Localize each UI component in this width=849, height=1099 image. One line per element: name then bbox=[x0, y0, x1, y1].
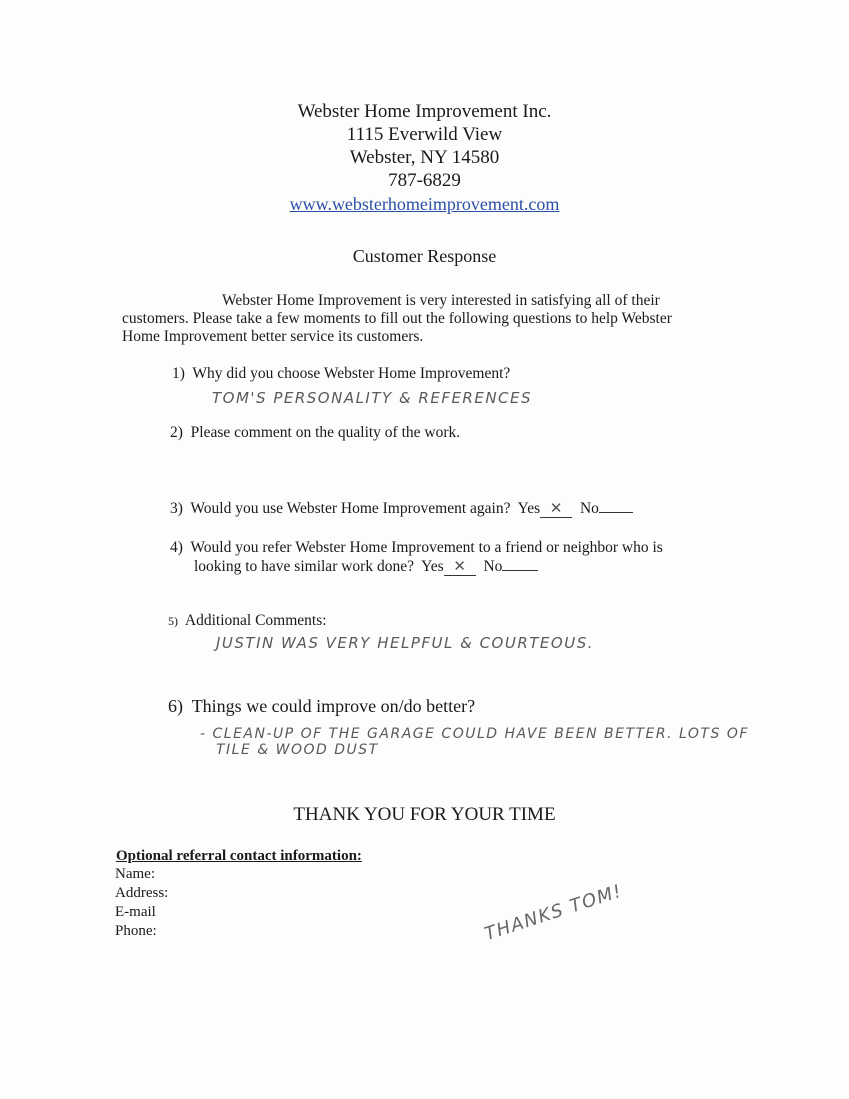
referral-heading: Optional referral contact information: bbox=[116, 848, 362, 864]
company-street: 1115 Everwild View bbox=[346, 124, 503, 145]
question-6-text: Things we could improve on/do better? bbox=[191, 696, 476, 716]
question-4-number: 4) bbox=[170, 539, 183, 556]
question-2 bbox=[170, 424, 460, 442]
question-2-text: Please comment on the quality of the work. bbox=[190, 424, 461, 441]
question-4-no-label: No bbox=[483, 558, 503, 575]
question-3-yes-label: Yes bbox=[517, 500, 541, 517]
question-4-line-1 bbox=[170, 539, 663, 557]
question-5 bbox=[168, 612, 327, 630]
question-5-text: Additional Comments: bbox=[184, 612, 327, 629]
question-4-text-2: looking to have similar work done? bbox=[194, 558, 414, 575]
question-6-answer-line-2[interactable]: TILE & WOOD DUST bbox=[216, 742, 379, 758]
company-phone: 787-6829 bbox=[388, 170, 461, 191]
referral-phone-label: Phone: bbox=[115, 923, 157, 939]
question-3-number: 3) bbox=[170, 500, 183, 517]
question-3-yes-blank[interactable]: ✕ bbox=[540, 499, 572, 518]
intro-line-3: Home Improvement better service its customers. bbox=[122, 328, 424, 345]
company-name: Webster Home Improvement Inc. bbox=[297, 101, 552, 122]
company-city: Webster, NY 14580 bbox=[349, 147, 500, 168]
question-3-no-label: No bbox=[579, 500, 599, 517]
intro-line-1: Webster Home Improvement is very interested in satisfying all of their bbox=[222, 292, 660, 309]
question-3 bbox=[170, 499, 633, 518]
question-2-number: 2) bbox=[170, 424, 183, 441]
question-6 bbox=[168, 696, 475, 717]
question-4-yes-blank[interactable]: ✕ bbox=[444, 557, 476, 576]
referral-name-label: Name: bbox=[115, 866, 155, 882]
form-title: Customer Response bbox=[352, 246, 497, 266]
referral-address-label: Address: bbox=[115, 885, 169, 901]
question-4-no-blank[interactable] bbox=[502, 570, 538, 571]
question-3-text: Would you use Webster Home Improvement again? bbox=[190, 500, 511, 517]
company-website-row bbox=[0, 194, 849, 215]
question-4-text-1: Would you refer Webster Home Improvement to a friend or neighbor who is bbox=[190, 539, 663, 556]
company-website-link[interactable]: www.websterhomeimprovement.com bbox=[289, 194, 560, 214]
question-1-number: 1) bbox=[172, 365, 185, 382]
question-5-number: 5) bbox=[168, 614, 178, 628]
question-4-yes-label: Yes bbox=[421, 558, 444, 575]
thank-you-heading: THANK YOU FOR YOUR TIME bbox=[293, 804, 556, 825]
question-1 bbox=[172, 365, 510, 383]
referral-email-label: E-mail bbox=[115, 904, 156, 920]
question-6-answer-line-1[interactable]: - CLEAN-UP OF THE GARAGE COULD HAVE BEEN BETTER. LOTS OF bbox=[200, 726, 749, 742]
intro-line-2: customers. Please take a few moments to fill out the following questions to help Webster bbox=[122, 310, 672, 327]
question-4-line-2 bbox=[194, 557, 538, 576]
question-5-answer[interactable]: JUSTIN WAS VERY HELPFUL & COURTEOUS. bbox=[216, 634, 594, 652]
handwritten-thanks-note: THANKS TOM! bbox=[482, 880, 626, 945]
question-1-answer[interactable]: TOM'S PERSONALITY & REFERENCES bbox=[212, 389, 533, 407]
question-6-number: 6) bbox=[168, 696, 183, 716]
question-1-text: Why did you choose Webster Home Improvement? bbox=[192, 365, 511, 382]
question-3-no-blank[interactable] bbox=[599, 512, 633, 513]
